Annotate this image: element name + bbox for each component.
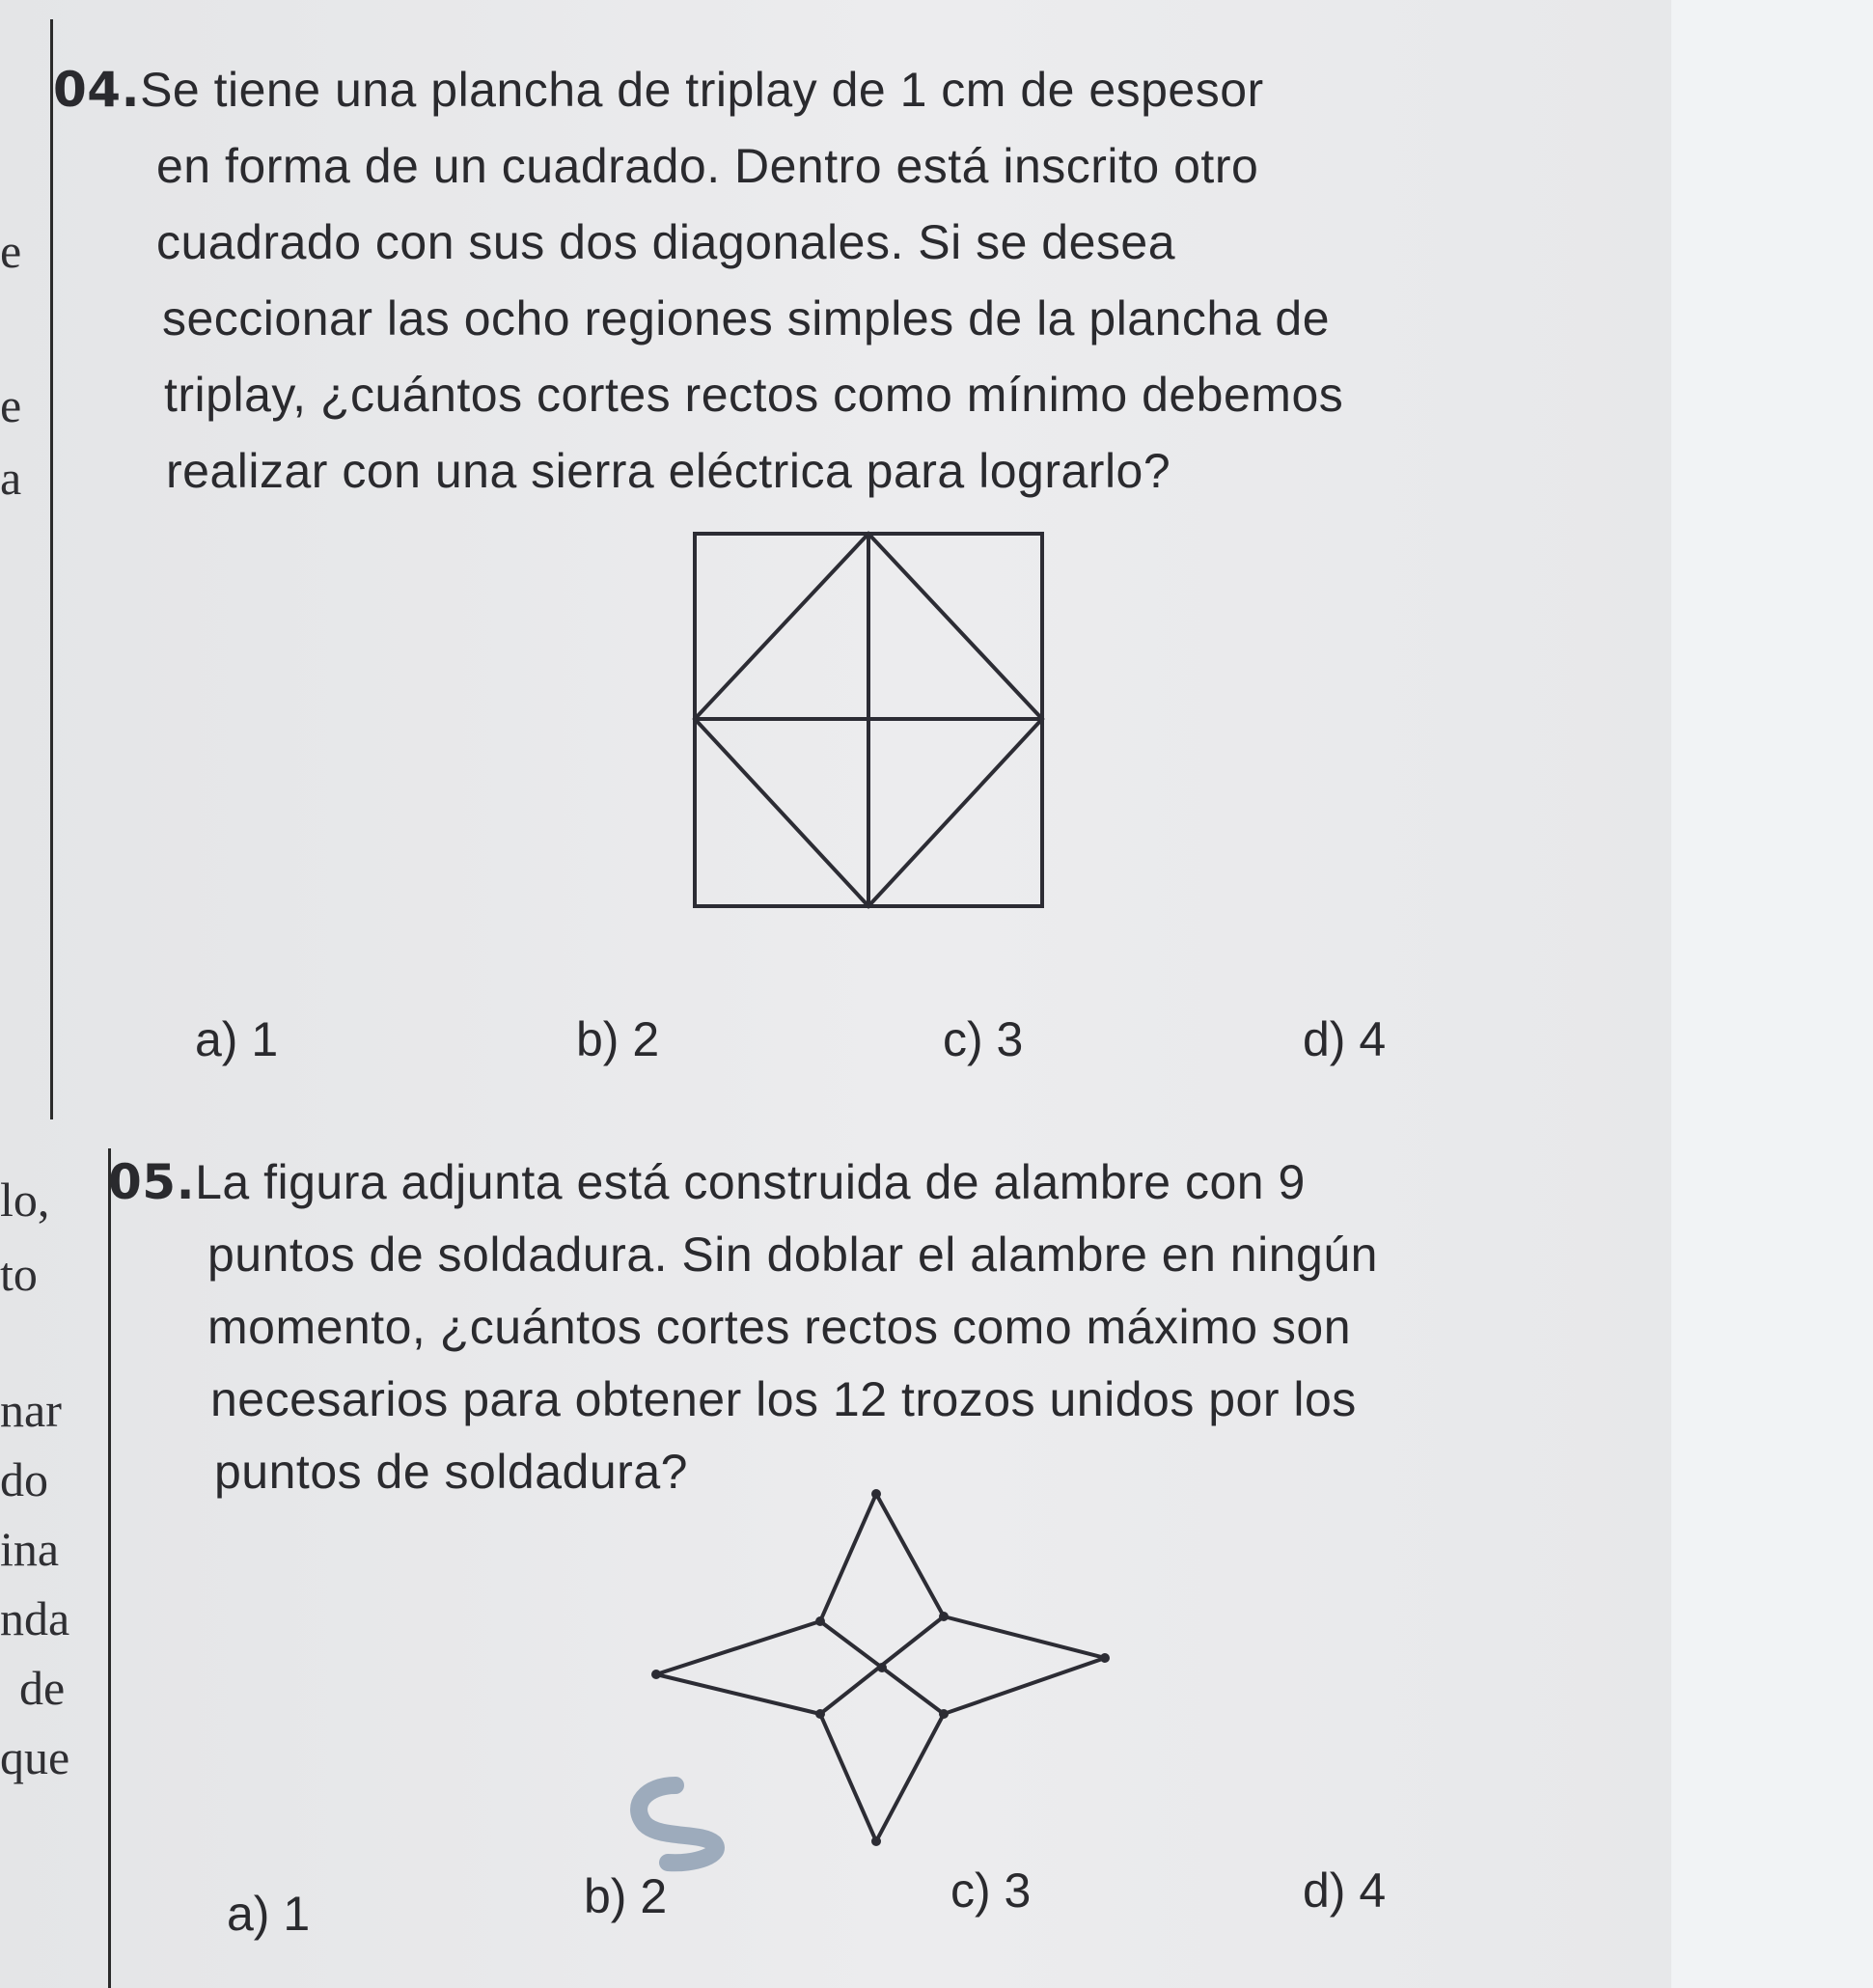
solder-point — [651, 1670, 661, 1679]
question-5-line-1: 05.La figura adjunta está construida de alambre con 9 — [108, 1154, 1306, 1210]
question-5-line-4: necesarios para obtener los 12 trozos unidos por los — [210, 1372, 1357, 1426]
q5-option-a[interactable]: a) 1 — [227, 1887, 311, 1941]
margin-fragment: de — [19, 1661, 66, 1715]
solder-point — [877, 1663, 887, 1672]
q5-option-b[interactable]: b) 2 — [584, 1869, 668, 1923]
question-4-number: 04. — [53, 62, 141, 118]
margin-fragment: to — [0, 1247, 38, 1301]
question-4-line-4: seccionar las ocho regiones simples de la plancha de — [162, 291, 1331, 345]
question-4-line-2: en forma de un cuadrado. Dentro está inscrito otro — [156, 139, 1259, 193]
margin-fragment: a — [0, 451, 22, 505]
square-plank-figure — [675, 521, 1061, 926]
q5-option-c[interactable]: c) 3 — [950, 1864, 1032, 1918]
margin-fragment: lo, — [0, 1173, 50, 1227]
solder-point — [1100, 1653, 1110, 1663]
page-edge-background — [1671, 0, 1873, 1988]
q4-option-d[interactable]: d) 4 — [1303, 1012, 1387, 1066]
solder-point — [815, 1616, 825, 1626]
question-4-line-5: triplay, ¿cuántos cortes rectos como mínimo debemos — [164, 368, 1344, 422]
handwritten-s-mark — [618, 1776, 743, 1872]
question-5-number: 05. — [108, 1154, 196, 1210]
question-5-line-2: puntos de soldadura. Sin doblar el alambre en ningún — [207, 1228, 1378, 1282]
margin-fragment: nda — [0, 1591, 70, 1645]
question-4-line-3: cuadrado con sus dos diagonales. Si se desea — [156, 215, 1176, 269]
q4-option-b[interactable]: b) 2 — [576, 1012, 660, 1066]
q4-option-c[interactable]: c) 3 — [943, 1012, 1024, 1066]
question-4-line-1: 04.Se tiene una plancha de triplay de 1 cm de espesor — [53, 62, 1264, 118]
margin-fragment: e — [0, 378, 22, 432]
margin-fragment: ina — [0, 1522, 60, 1576]
solder-point — [871, 1836, 881, 1846]
q5-option-d[interactable]: d) 4 — [1303, 1864, 1387, 1918]
question-4-line-6: realizar con una sierra eléctrica para lograrlo? — [166, 444, 1171, 498]
margin-fragment: e — [0, 224, 22, 278]
margin-fragment: que — [0, 1730, 70, 1784]
q4-option-a[interactable]: a) 1 — [195, 1012, 279, 1066]
solder-point — [939, 1612, 949, 1621]
solder-point — [939, 1709, 949, 1719]
solder-point — [815, 1709, 825, 1719]
margin-rule-upper — [50, 19, 53, 1119]
question-5-line-5: puntos de soldadura? — [214, 1445, 688, 1499]
margin-fragment: do — [0, 1452, 48, 1506]
margin-fragment: nar — [0, 1383, 62, 1437]
question-5-line-3: momento, ¿cuántos cortes rectos como máximo son — [207, 1300, 1352, 1354]
solder-point — [871, 1489, 881, 1499]
margin-rule-lower — [108, 1148, 111, 1988]
